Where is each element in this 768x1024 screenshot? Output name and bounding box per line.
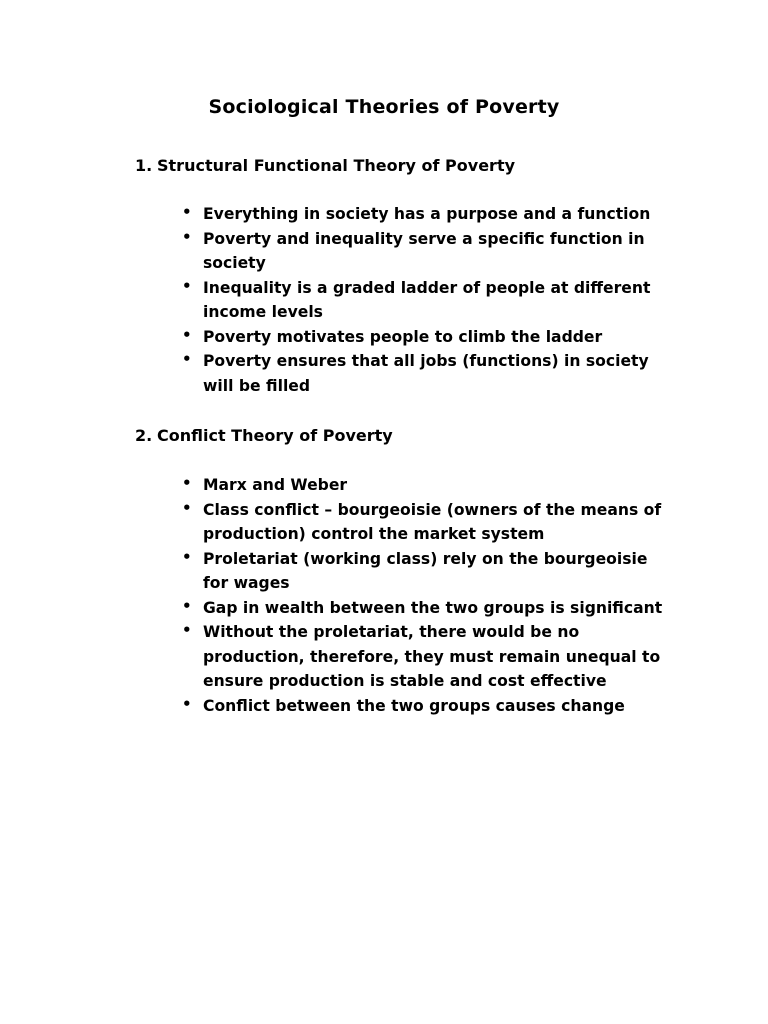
section-number: 2. <box>135 426 153 445</box>
bullet-icon: • <box>182 596 192 615</box>
bullet-icon: • <box>182 227 192 246</box>
list-item <box>180 694 670 719</box>
list-item-text: Marx and Weber <box>203 476 348 494</box>
list-item-text: Everything in society has a purpose and a function <box>203 205 651 223</box>
bullet-icon: • <box>182 350 192 368</box>
bullet-icon: • <box>182 621 192 639</box>
list-item-text: Proletariat (working class) rely on the bourgeoisie for wages <box>203 549 648 592</box>
section-heading-text: Conflict Theory of Poverty <box>157 426 393 445</box>
bullet-icon: • <box>182 547 192 566</box>
list-item-text: Inequality is a graded ladder of people at different income levels <box>203 278 651 321</box>
bullet-list-conflict <box>180 473 670 718</box>
section-heading-structural-functional <box>135 156 515 175</box>
list-item <box>180 227 670 276</box>
document-title: Sociological Theories of Poverty <box>208 96 560 118</box>
list-item-text: Poverty ensures that all jobs (functions) in society will be filled <box>203 352 649 395</box>
section-heading-text: Structural Functional Theory of Poverty <box>157 156 516 175</box>
list-item <box>180 349 670 398</box>
list-item <box>180 596 670 621</box>
list-item-text: Poverty motivates people to climb the ladder <box>203 327 603 346</box>
list-item-text: Poverty and inequality serve a specific function in society <box>203 229 645 272</box>
list-item <box>180 202 670 227</box>
list-item <box>180 498 670 547</box>
list-item <box>180 325 670 350</box>
list-item-text: Gap in wealth between the two groups is significant <box>203 598 663 617</box>
bullet-icon: • <box>182 474 192 492</box>
bullet-icon: • <box>182 325 192 344</box>
list-item-text: Conflict between the two groups causes change <box>203 696 625 715</box>
bullet-icon: • <box>182 203 192 221</box>
bullet-icon: • <box>182 498 192 517</box>
list-item <box>180 276 670 325</box>
list-item <box>180 620 670 694</box>
list-item <box>180 473 670 498</box>
bullet-icon: • <box>182 694 192 713</box>
section-heading-conflict <box>135 426 393 445</box>
section-number: 1. <box>135 156 153 175</box>
bullet-icon: • <box>182 276 192 295</box>
list-item-text: Without the proletariat, there would be no production, therefore, they must remain unequal to ensure production is stable and cost effective <box>203 623 661 690</box>
list-item-text: Class conflict – bourgeoisie (owners of the means of production) control the market system <box>203 500 662 543</box>
list-item <box>180 547 670 596</box>
bullet-list-structural-functional <box>180 202 670 398</box>
